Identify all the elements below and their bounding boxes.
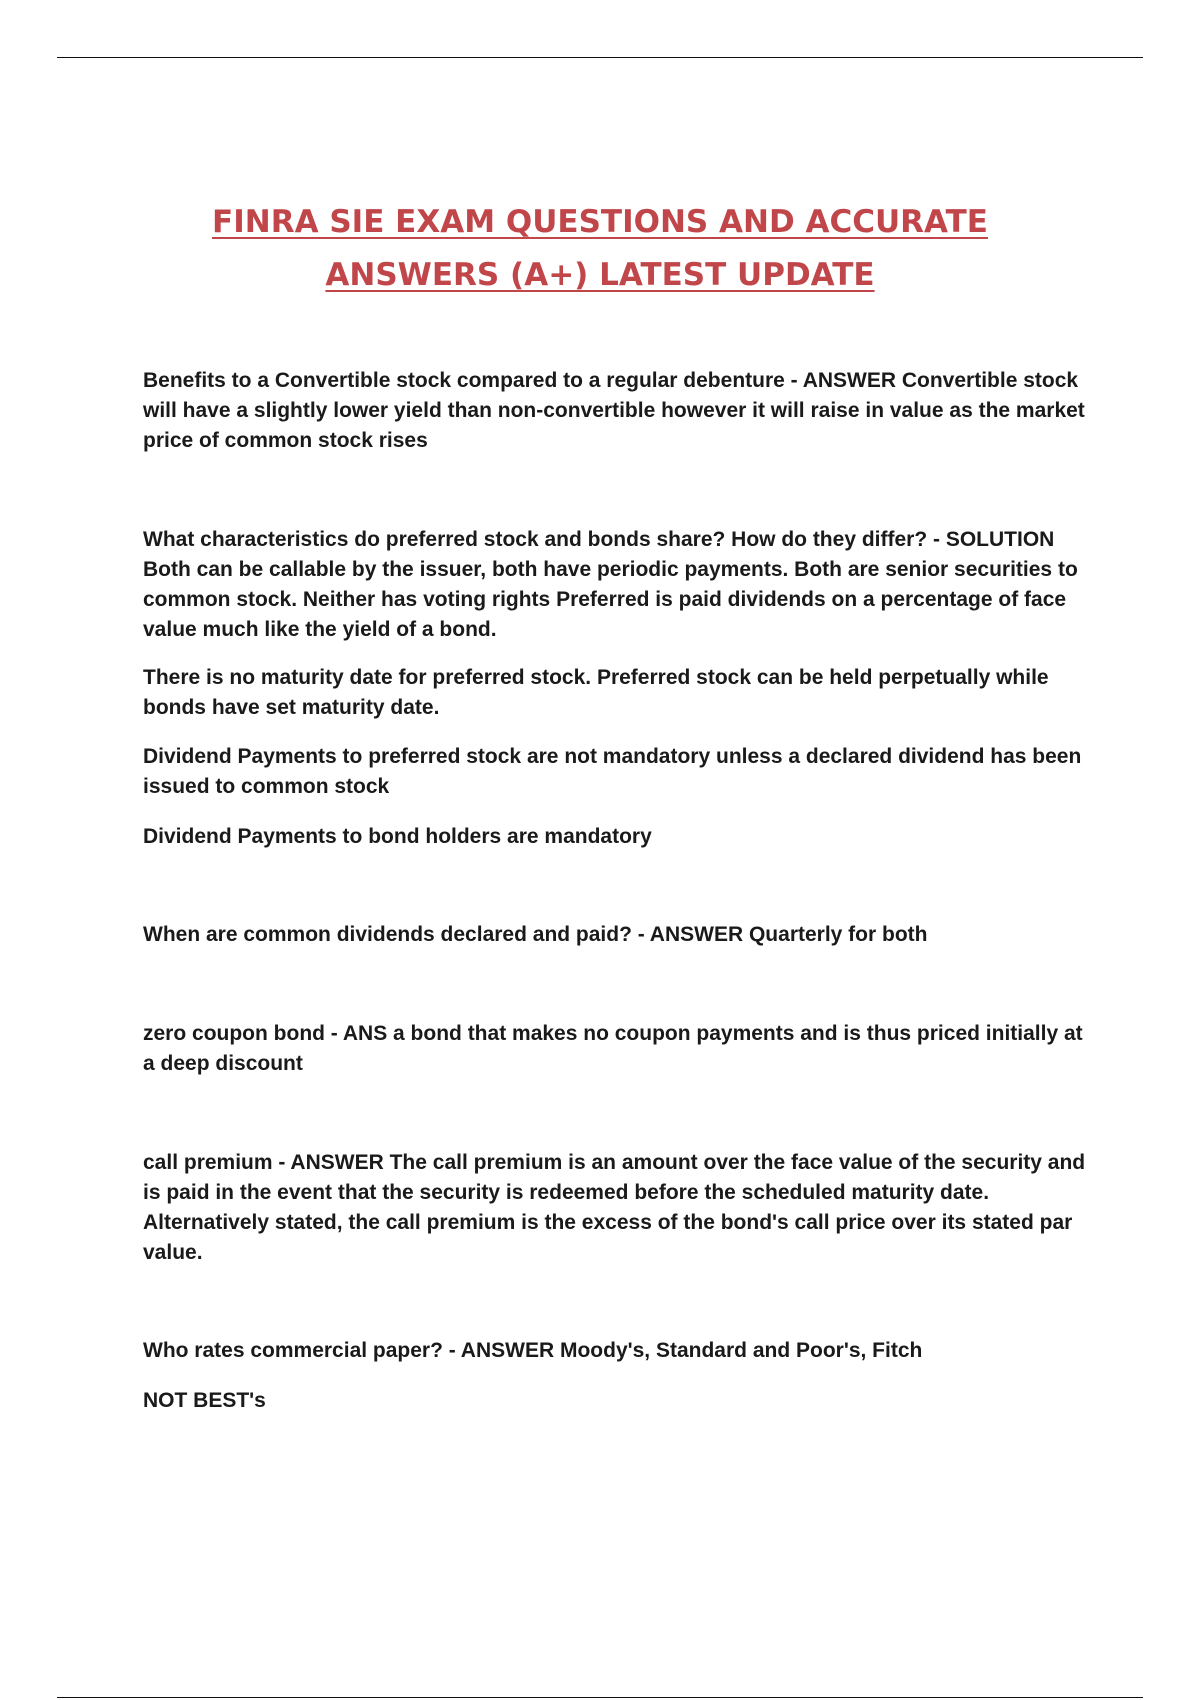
qa-convertible-stock: Benefits to a Convertible stock compared to a regular debenture - ANSWER Convertible stock will have a slightly lower yield than non-convertible however it will raise in value as the market price of common stock rises (143, 369, 1085, 452)
qa-preferred-vs-bonds: What characteristics do preferred stock and bonds share? How do they differ? - SOLUTION Both can be callable by the issuer, both have periodic payments. Both are senior securities to common stock. Neither has voting rights Preferred is paid dividends on a percentage of face value much like the yield of a bond. (143, 528, 1078, 641)
top-rule (57, 57, 1143, 58)
document-title (100, 196, 1100, 302)
para-bond-dividends: Dividend Payments to bond holders are mandatory (143, 825, 652, 848)
para-preferred-maturity: There is no maturity date for preferred stock. Preferred stock can be held perpetually while bonds have set maturity date. (143, 666, 1049, 719)
qa-call-premium: call premium - ANSWER The call premium is an amount over the face value of the security and is paid in the event that the security is redeemed before the scheduled maturity date. Alternatively stated, the call premium is the excess of the bond's call price over its stated par value. (143, 1151, 1086, 1264)
bottom-rule (57, 1697, 1143, 1698)
para-preferred-dividends: Dividend Payments to preferred stock are not mandatory unless a declared dividend has been issued to common stock (143, 745, 1082, 798)
qa-commercial-paper: Who rates commercial paper? - ANSWER Moody's, Standard and Poor's, Fitch (143, 1339, 923, 1362)
para-not-bests: NOT BEST's (143, 1389, 266, 1412)
qa-common-dividends: When are common dividends declared and paid? - ANSWER Quarterly for both (143, 923, 928, 946)
qa-zero-coupon-bond: zero coupon bond - ANS a bond that makes no coupon payments and is thus priced initially at a deep discount (143, 1022, 1083, 1075)
title-line-1: FINRA SIE EXAM QUESTIONS AND ACCURATE (212, 204, 988, 240)
title-line-2: ANSWERS (A+) LATEST UPDATE (325, 257, 875, 293)
